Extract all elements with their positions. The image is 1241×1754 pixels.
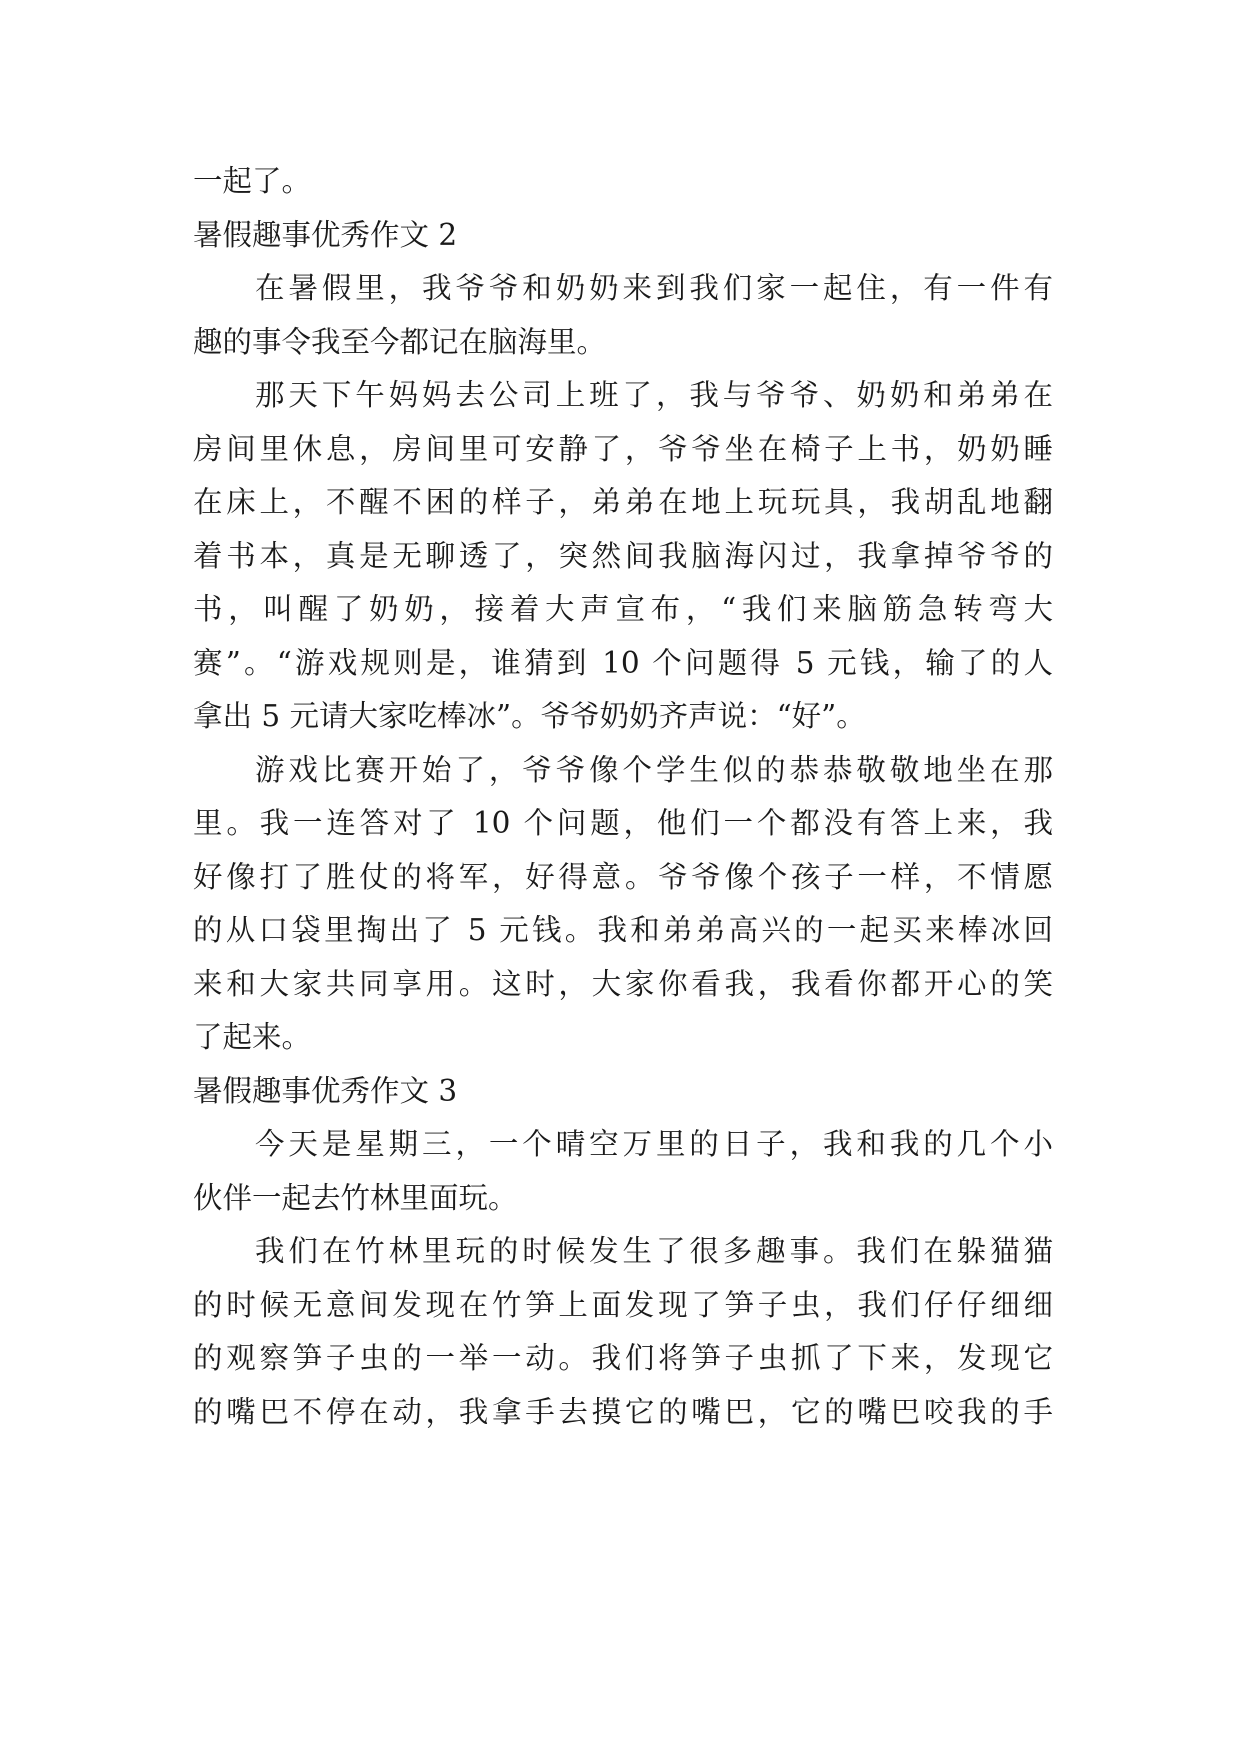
paragraph-line: 拿出 5 元请大家吃棒冰”。爷爷奶奶齐声说：“好”。 [193, 699, 866, 733]
paragraph-line: 房间里休息，房间里可安静了，爷爷坐在椅子上书，奶奶睡 [193, 431, 1053, 466]
paragraph-line: 书，叫醒了奶奶，接着大声宣布，“我们来脑筋急转弯大 [193, 592, 1053, 626]
paragraph-line: 好像打了胜仗的将军，好得意。爷爷像个孩子一样，不情愿 [193, 859, 1053, 894]
paragraph-line: 着书本，真是无聊透了，突然间我脑海闪过，我拿掉爷爷的 [193, 538, 1053, 573]
paragraph-line: 在暑假里，我爷爷和奶奶来到我们家一起住，有一件有 [255, 271, 1053, 305]
essay-heading: 暑假趣事优秀作文 3 [193, 1073, 458, 1108]
paragraph-line: 在床上，不醒不困的样子，弟弟在地上玩玩具，我胡乱地翻 [193, 485, 1053, 519]
essay-heading: 暑假趣事优秀作文 2 [193, 217, 458, 252]
paragraph-line: 的从口袋里掏出了 5 元钱。我和弟弟高兴的一起买来棒冰回 [193, 913, 1053, 947]
paragraph-line: 了起来。 [193, 1020, 312, 1054]
essay-body [193, 155, 1053, 1439]
paragraph-line: 那天下午妈妈去公司上班了，我与爷爷、奶奶和弟弟在 [255, 378, 1053, 412]
paragraph-line: 来和大家共同享用。这时，大家你看我，我看你都开心的笑 [193, 966, 1053, 1001]
paragraph-line: 的时候无意间发现在竹笋上面发现了笋子虫，我们仔仔细细 [193, 1287, 1053, 1322]
paragraph-line: 的观察笋子虫的一举一动。我们将笋子虫抓了下来，发现它 [193, 1341, 1053, 1375]
paragraph-line: 一起了。 [193, 164, 312, 198]
paragraph-line: 的嘴巴不停在动，我拿手去摸它的嘴巴，它的嘴巴咬我的手 [193, 1394, 1053, 1429]
paragraph-line: 里。我一连答对了 10 个问题，他们一个都没有答上来，我 [193, 806, 1053, 840]
paragraph-line: 我们在竹林里玩的时候发生了很多趣事。我们在躲猫猫 [255, 1234, 1053, 1268]
paragraph-line: 趣的事令我至今都记在脑海里。 [193, 324, 607, 359]
paragraph-line: 伙伴一起去竹林里面玩。 [193, 1180, 518, 1215]
paragraph-line: 今天是星期三，一个晴空万里的日子，我和我的几个小 [255, 1127, 1053, 1161]
paragraph-line: 游戏比赛开始了，爷爷像个学生似的恭恭敬敬地坐在那 [255, 752, 1053, 787]
paragraph-line: 赛”。“游戏规则是，谁猜到 10 个问题得 5 元钱，输了的人 [193, 645, 1053, 680]
